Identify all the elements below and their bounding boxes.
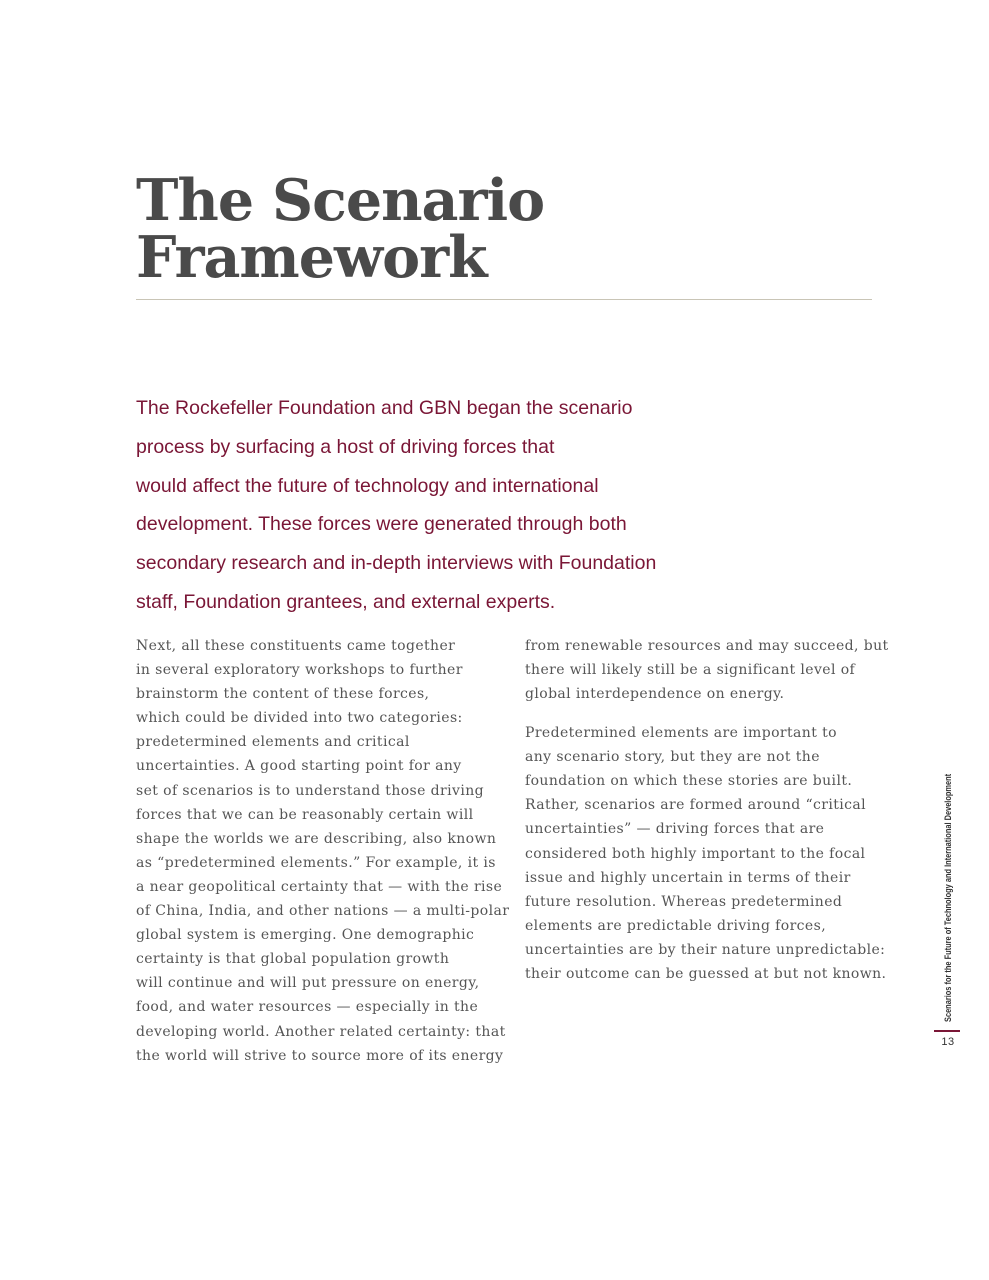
body-column-right (525, 634, 889, 986)
page-title-line-2: Framework (136, 224, 487, 291)
body-line: global system is emerging. One demographic (136, 927, 475, 944)
body-column-left (136, 634, 510, 1068)
body-line: Predetermined elements are important to (525, 725, 837, 742)
body-line: there will likely still be a significant level of (525, 662, 856, 679)
body-line: issue and highly uncertain in terms of their (525, 869, 851, 886)
body-paragraph (136, 634, 510, 1068)
body-paragraph (525, 721, 885, 986)
body-line: will continue and will put pressure on energy, (136, 975, 480, 992)
body-line: developing world. Another related certainty: that (136, 1023, 506, 1040)
body-line: uncertainties” — driving forces that are (525, 821, 825, 838)
page-number: 13 (941, 1036, 955, 1048)
intro-line: secondary research and in-depth interviews with Foundation (136, 552, 657, 575)
running-title: Scenarios for the Future of Technology and International Development (943, 773, 954, 1022)
body-line: predetermined elements and critical (136, 734, 410, 751)
body-line: Rather, scenarios are formed around “critical (525, 797, 866, 814)
body-line: from renewable resources and may succeed, but (525, 638, 889, 654)
intro-line: process by surfacing a host of driving forces that (136, 435, 555, 458)
body-line: certainty is that global population growth (136, 951, 450, 968)
intro-line: staff, Foundation grantees, and external experts. (136, 590, 556, 613)
body-line: which could be divided into two categories: (136, 710, 463, 727)
page-title (136, 167, 545, 291)
title-divider (136, 299, 872, 300)
body-line: any scenario story, but they are not the (525, 749, 820, 766)
body-line: future resolution. Whereas predetermined (525, 893, 843, 910)
body-line: the world will strive to source more of its energy (136, 1047, 504, 1064)
body-paragraph (525, 634, 889, 706)
body-line: uncertainties are by their nature unpredictable: (525, 941, 886, 958)
body-line: of China, India, and other nations — a multi-polar (136, 903, 510, 920)
body-line: food, and water resources — especially in the (136, 999, 479, 1016)
body-line: foundation on which these stories are built. (525, 773, 853, 790)
body-line: as “predetermined elements.” For example, it is (136, 854, 496, 871)
body-line: their outcome can be guessed at but not known. (525, 966, 887, 983)
body-line: uncertainties. A good starting point for any (136, 758, 462, 775)
body-line: a near geopolitical certainty that — with the rise (136, 878, 503, 895)
intro-line: development. These forces were generated through both (136, 513, 627, 536)
body-line: considered both highly important to the focal (525, 845, 866, 862)
body-line: elements are predictable driving forces, (525, 917, 827, 934)
intro-paragraph (136, 389, 696, 622)
body-line: shape the worlds we are describing, also known (136, 830, 497, 847)
body-line: in several exploratory workshops to further (136, 662, 463, 679)
body-line: set of scenarios is to understand those driving (136, 782, 484, 799)
intro-line: would affect the future of technology and international (136, 474, 599, 497)
body-line: global interdependence on energy. (525, 686, 785, 703)
body-line: Next, all these constituents came together (136, 638, 456, 654)
body-line: forces that we can be reasonably certain will (136, 806, 474, 823)
intro-line: The Rockefeller Foundation and GBN began the scenario (136, 397, 633, 419)
page-number-rule (934, 1030, 960, 1032)
body-line: brainstorm the content of these forces, (136, 686, 430, 703)
page-title-line-1: The Scenario (136, 167, 545, 234)
